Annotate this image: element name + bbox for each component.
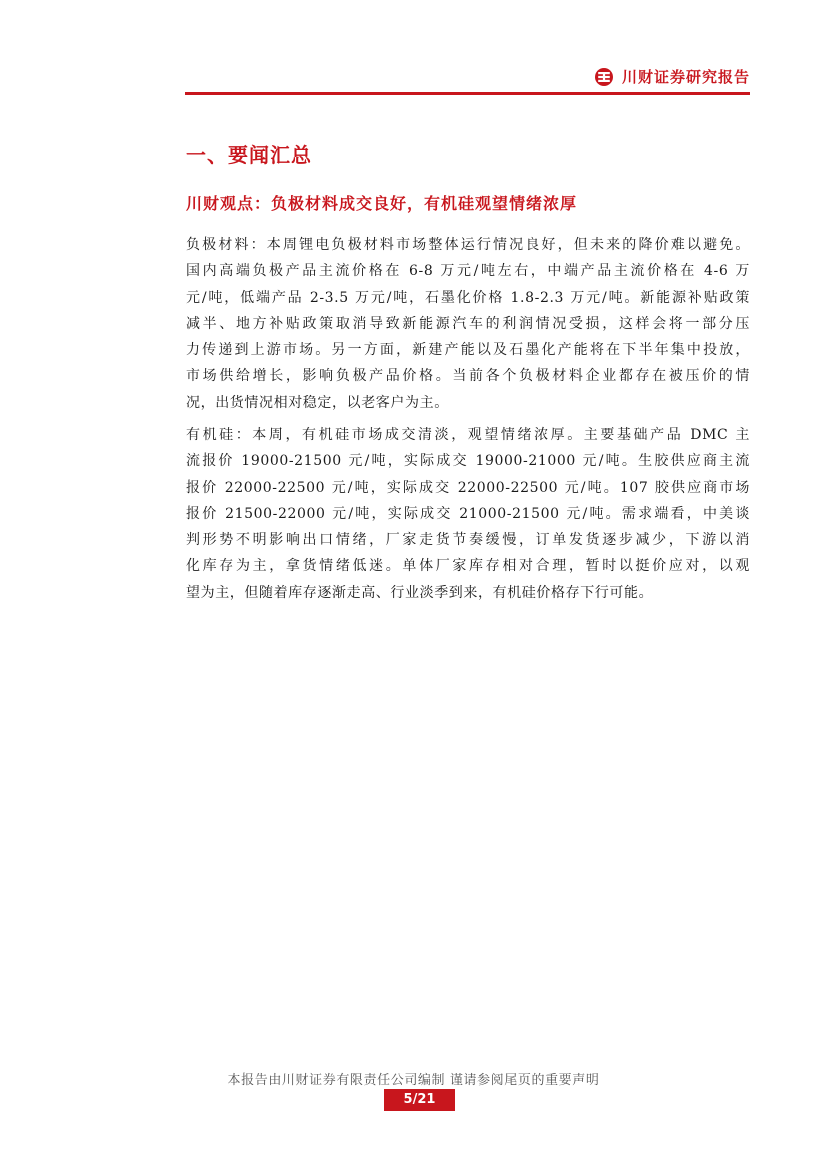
viewpoint-title: 川财观点：负极材料成交良好，有机硅观望情绪浓厚 [186, 194, 578, 213]
paragraph-line: 元/吨，低端产品 2-3.5 万元/吨，石墨化价格 1.8-2.3 万元/吨。新能源补贴政策 [186, 289, 750, 306]
paragraph-line: 国内高端负极产品主流价格在 6-8 万元/吨左右，中端产品主流价格在 4-6 万 [186, 263, 750, 280]
paragraph-line: 判形势不明影响出口情绪，厂家走货节奏缓慢，订单发货逐步减少，下游以消 [186, 532, 750, 549]
paragraph-line: 报价 22000-22500 元/吨，实际成交 22000-22500 元/吨。107 胶供应商市场 [186, 479, 750, 496]
paragraph-silicone [186, 422, 750, 606]
paragraph-line: 有机硅：本周，有机硅市场成交清淡，观望情绪浓厚。主要基础产品 DMC 主 [186, 427, 750, 443]
header-rule [185, 92, 750, 95]
paragraph-line: 流报价 19000-21500 元/吨，实际成交 19000-21000 元/吨。生胶供应商主流 [186, 453, 750, 470]
paragraph-line: 望为主，但随着库存逐渐走高、行业淡季到来，有机硅价格存下行可能。 [186, 584, 654, 601]
paragraph-line: 报价 21500-22000 元/吨，实际成交 21000-21500 元/吨。需求端看，中美谈 [186, 505, 750, 522]
paragraph-line: 化库存为主，拿货情绪低迷。单体厂家库存相对合理，暂时以挺价应对，以观 [186, 558, 750, 575]
paragraph-line: 市场供给增长，影响负极产品价格。当前各个负极材料企业都存在被压价的情 [186, 368, 750, 385]
paragraph-line: 减半、地方补贴政策取消导致新能源汽车的利润情况受损，这样会将一部分压 [186, 315, 750, 332]
paragraph-line: 力传递到上游市场。另一方面，新建产能以及石墨化产能将在下半年集中投放， [186, 342, 750, 359]
brand-name: 川财证券研究报告 [621, 68, 750, 86]
paragraph-line: 负极材料：本周锂电负极材料市场整体运行情况良好，但未来的降价难以避免。 [186, 237, 750, 253]
chuancai-logo-icon [594, 67, 614, 87]
brand [594, 66, 750, 87]
footer-disclaimer: 本报告由川财证券有限责任公司编制 谨请参阅尾页的重要声明 [227, 1073, 600, 1088]
page-number: 5/21 [384, 1089, 455, 1111]
paragraph-anode-materials [186, 232, 750, 416]
paragraph-line: 况，出货情况相对稳定，以老客户为主。 [186, 394, 449, 411]
page-header [185, 66, 750, 92]
section-title: 一、要闻汇总 [186, 143, 312, 167]
